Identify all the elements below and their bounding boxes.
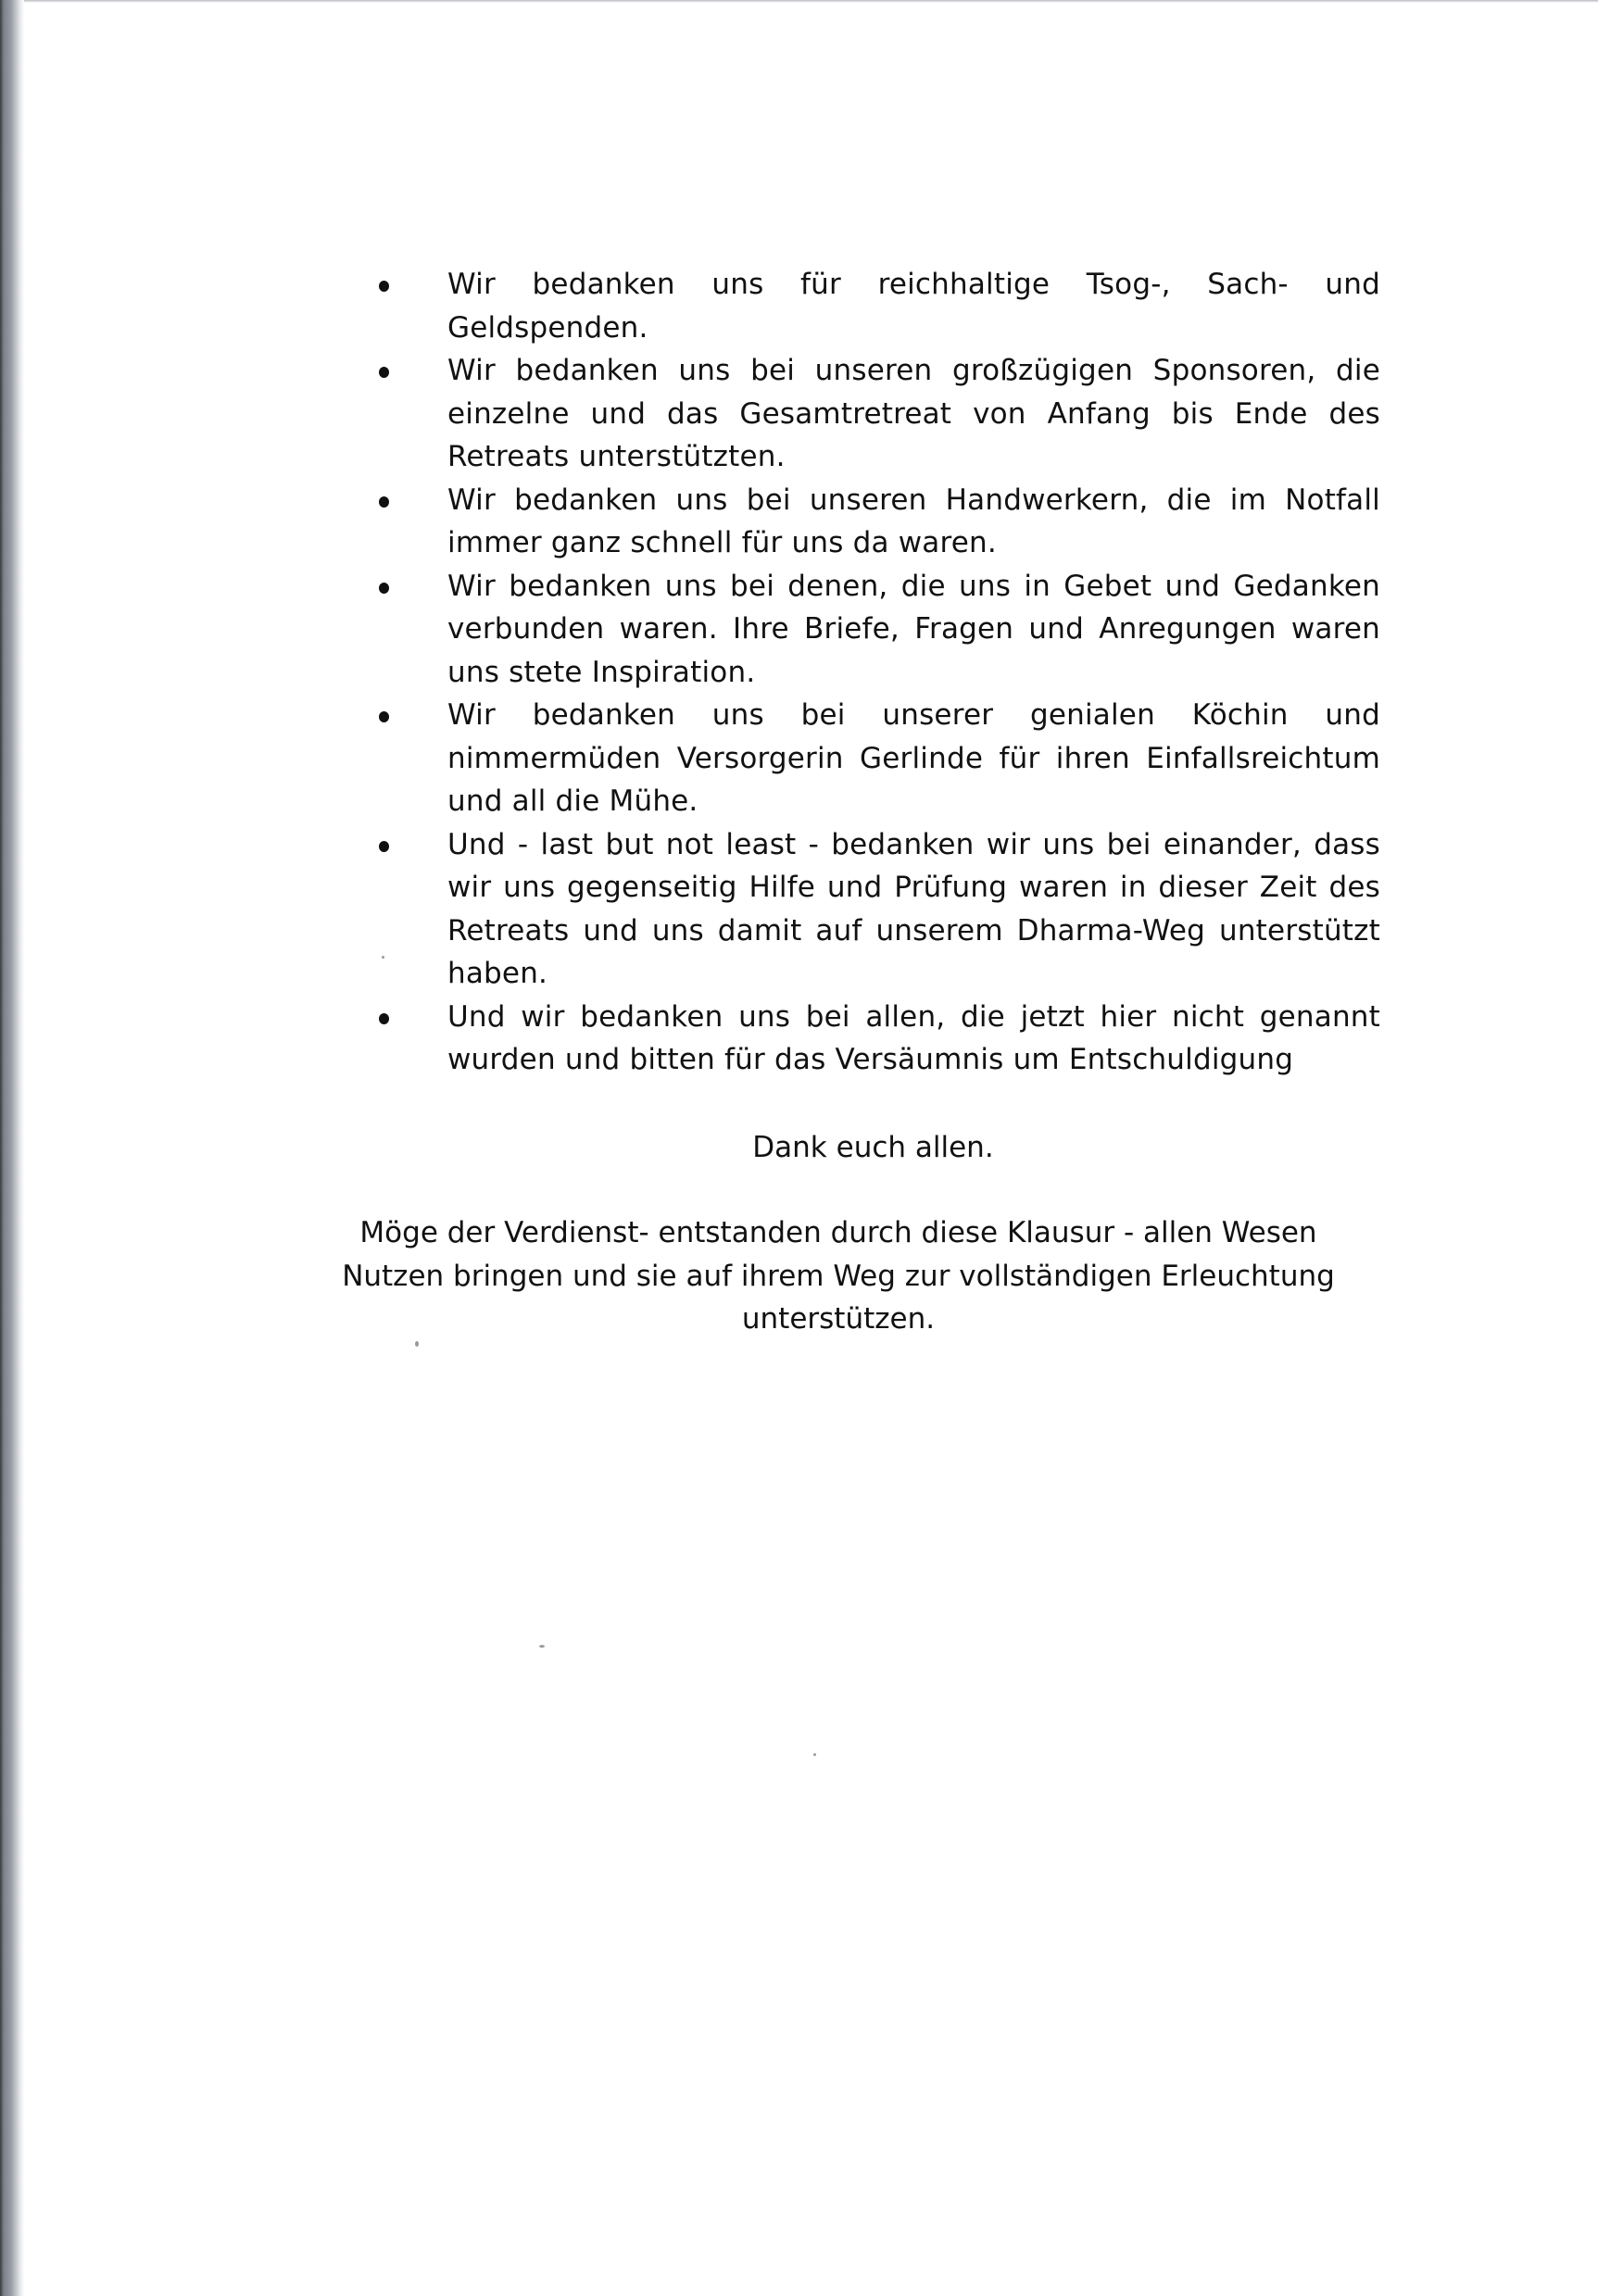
- scan-speck: [382, 956, 384, 959]
- bullet-icon: [379, 711, 389, 722]
- scan-speck: [813, 1753, 816, 1756]
- bullet-icon: [379, 841, 389, 852]
- list-item: [366, 565, 1380, 695]
- dedication-paragraph: [306, 1211, 1371, 1341]
- scan-speck: [539, 1645, 545, 1648]
- bullet-icon: [379, 367, 389, 378]
- bullet-icon: [379, 583, 389, 594]
- list-item: [366, 479, 1380, 565]
- list-item-text: Wir bedanken uns bei unseren großzügigen Sponsoren, die einzelne und das Gesamtretreat von Anfang bis Ende des Retreats unterstützten.: [447, 354, 1380, 473]
- dedication-line: Nutzen bringen und sie auf ihrem Weg zur vollständigen Erleuchtung: [342, 1259, 1335, 1293]
- scan-top-edge: [24, 0, 1598, 3]
- bullet-icon: [379, 1013, 389, 1024]
- scan-speck: [415, 1341, 419, 1347]
- list-item: [366, 694, 1380, 823]
- thanks-list: [366, 263, 1380, 1082]
- list-item: [366, 823, 1380, 996]
- list-item-text: Wir bedanken uns bei unseren Handwerkern, die im Notfall immer ganz schnell für uns da waren.: [447, 483, 1380, 559]
- dedication-line: Möge der Verdienst- entstanden durch diese Klausur - allen Wesen: [359, 1216, 1317, 1249]
- scan-edge-shadow: [0, 0, 24, 2296]
- list-item-text: Und wir bedanken uns bei allen, die jetzt hier nicht genannt wurden und bitten für das Versäumnis um Entschuldigung: [447, 999, 1380, 1076]
- list-item-text: Wir bedanken uns bei denen, die uns in Gebet und Gedanken verbunden waren. Ihre Briefe, Fragen und Anregungen waren uns stete Inspiration.: [447, 569, 1380, 689]
- list-item: [366, 263, 1380, 349]
- list-item-text: Wir bedanken uns bei unserer genialen Köchin und nimmermüden Versorgerin Gerlinde für ihren Einfallsreichtum und all die Mühe.: [447, 698, 1380, 818]
- bullet-icon: [379, 281, 389, 292]
- list-item: [366, 349, 1380, 479]
- thanks-line: Dank euch allen.: [752, 1131, 994, 1164]
- dedication-line: unterstützen.: [741, 1302, 936, 1336]
- bullet-icon: [379, 496, 389, 508]
- list-item: [366, 996, 1380, 1082]
- list-item-text: Wir bedanken uns für reichhaltige Tsog-, Sach- und Geldspenden.: [447, 268, 1380, 345]
- list-item-text: Und - last but not least - bedanken wir uns bei einander, dass wir uns gegenseitig Hilfe und Prüfung waren in dieser Zeit des Retreats und uns damit auf unserem Dharma-Weg unterstützt haben.: [447, 827, 1380, 990]
